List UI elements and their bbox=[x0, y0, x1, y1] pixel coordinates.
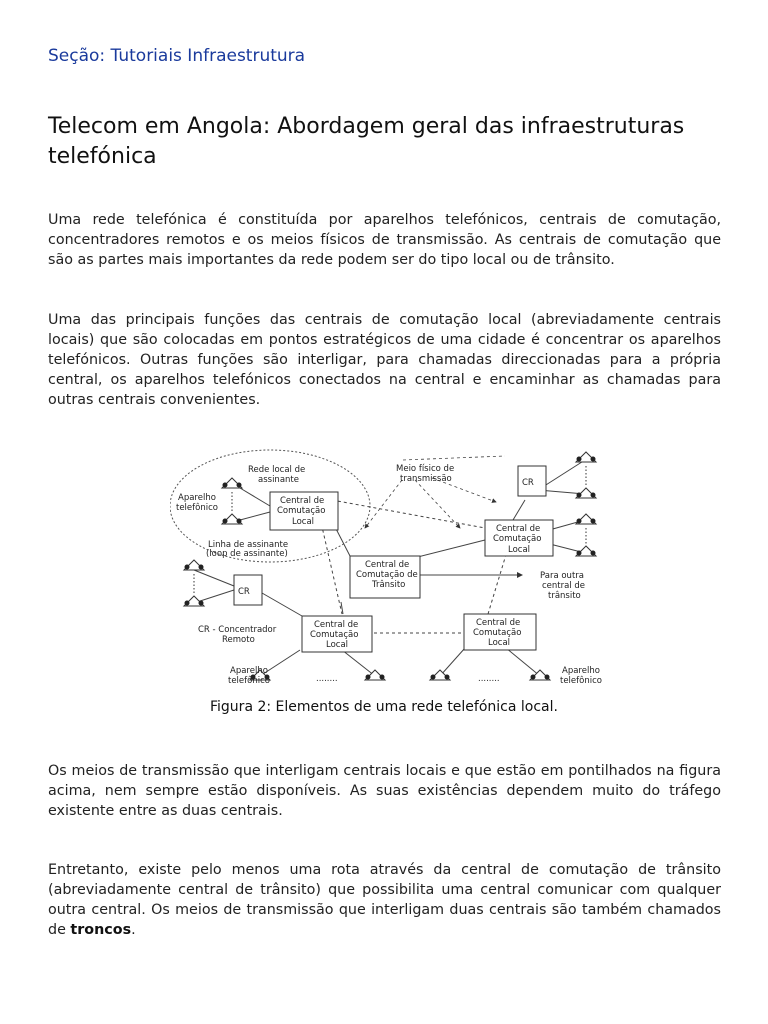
label-cr-left: CR bbox=[238, 587, 250, 597]
label-linha-2: (loop de assinante) bbox=[206, 549, 288, 559]
paragraph-4-end: . bbox=[131, 922, 136, 938]
label-central-right-2: Comutação bbox=[493, 534, 542, 544]
label-central-bl-2: Comutação bbox=[310, 630, 359, 640]
article-title: Telecom em Angola: Abordagem geral das infraestruturas telefónica bbox=[48, 114, 685, 169]
label-central-top-2: Comutação bbox=[277, 506, 326, 516]
label-para-outra-3: trânsito bbox=[548, 591, 581, 601]
paragraph-4 bbox=[48, 860, 721, 940]
label-transito-1: Central de bbox=[365, 560, 410, 570]
label-central-bl-1: Central de bbox=[314, 620, 359, 630]
network-diagram bbox=[170, 448, 620, 693]
label-rede-local-2: assinante bbox=[258, 475, 299, 485]
label-linha-1: Linha de assinante bbox=[208, 540, 289, 550]
label-central-br-2: Comutação bbox=[473, 628, 522, 638]
label-cr-right: CR bbox=[522, 478, 534, 488]
paragraph-1: Uma rede telefónica é constituída por aparelhos telefónicos, centrais de comutação, concentradores remotos e os meios físicos de transmissão. As centrais de comutação que são as partes mais importantes da rede podem ser do tipo local ou de trânsito. bbox=[48, 212, 721, 268]
paragraph-2: Uma das principais funções das centrais de comutação local (abreviadamente centrais locais) que são colocadas em pontos estratégicos de uma cidade é concentrar os aparelhos telefónicos. Outras funções são interligar, para chamadas direccionadas para a própria central, os aparelhos telefónicos conectados na central e encaminhar as chamadas para outras centrais convenientes. bbox=[48, 312, 721, 408]
label-dots-left: ........ bbox=[316, 674, 338, 684]
section-label[interactable]: Seção: Tutoriais Infraestrutura bbox=[48, 46, 306, 66]
label-central-br-1: Central de bbox=[476, 618, 521, 628]
label-central-top-1: Central de bbox=[280, 496, 325, 506]
figure-caption: Figura 2: Elementos de uma rede telefónica local. bbox=[210, 699, 558, 715]
label-para-outra-1: Para outra bbox=[540, 571, 584, 581]
label-transito-3: Trânsito bbox=[372, 580, 406, 590]
label-transito-2: Comutação de bbox=[356, 570, 418, 580]
label-aparelho-bl-1: Aparelho bbox=[230, 666, 268, 676]
label-meio-fisico-1: Meio físico de bbox=[396, 464, 455, 474]
label-central-bl-3: Local bbox=[326, 640, 349, 650]
label-central-br-3: Local bbox=[488, 638, 511, 648]
label-rede-local-1: Rede local de bbox=[248, 465, 306, 475]
label-para-outra-2: central de bbox=[542, 581, 586, 591]
label-cr-legend-1: CR - Concentrador bbox=[198, 625, 277, 635]
label-aparelho-br-1: Aparelho bbox=[562, 666, 600, 676]
troncos-term: troncos bbox=[70, 922, 132, 938]
label-aparelho-bl-2: telefônico bbox=[228, 676, 270, 686]
label-aparelho-top-2: telefônico bbox=[176, 503, 218, 513]
label-central-top-3: Local bbox=[292, 517, 315, 527]
label-aparelho-top-1: Aparelho bbox=[178, 493, 216, 503]
label-meio-fisico-2: transmissão bbox=[400, 474, 452, 484]
paragraph-3: Os meios de transmissão que interligam centrais locais e que estão em pontilhados na figura acima, nem sempre estão disponíveis. As suas existências dependem muito do tráfego existente entre as duas centrais. bbox=[48, 763, 721, 819]
label-central-right-3: Local bbox=[508, 545, 531, 555]
label-aparelho-br-2: telefônico bbox=[560, 676, 602, 686]
label-dots-right: ........ bbox=[478, 674, 500, 684]
label-cr-legend-2: Remoto bbox=[222, 635, 255, 645]
paragraph-4-text: Entretanto, existe pelo menos uma rota através da central de comutação de trânsito (abreviadamente central de trânsito) que possibilita uma central comunicar com qualquer outra central. Os meios de transmissão que interligam duas centrais são também chamados de bbox=[48, 862, 721, 938]
label-central-right-1: Central de bbox=[496, 524, 541, 534]
